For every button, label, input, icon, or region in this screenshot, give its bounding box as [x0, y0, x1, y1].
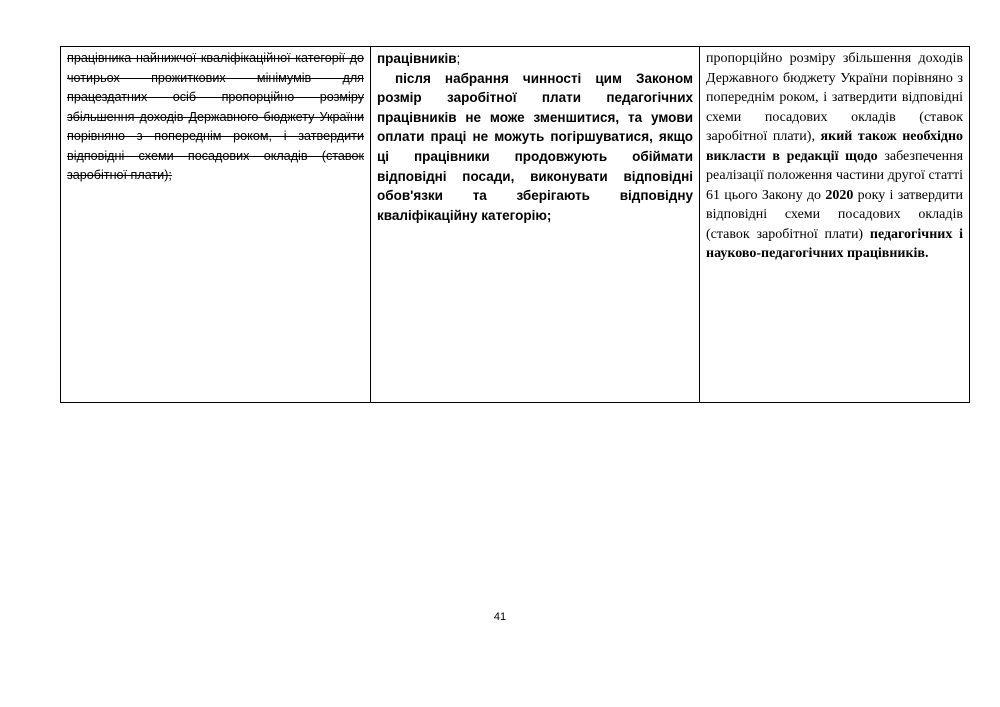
- proposed-line1-bold: працівників: [377, 51, 457, 66]
- comment-bold1: який також необхідно викласти в редакції щодо: [706, 129, 964, 164]
- cell-comment-text: [700, 47, 970, 403]
- proposed-line1-tail: ;: [456, 51, 461, 66]
- table-row: [61, 47, 970, 403]
- comment-part2: забезпечення реалізації положення частини другої статті 61 цього Закону до: [706, 148, 964, 203]
- cell-current-text: [61, 47, 371, 403]
- page-number: 41: [493, 611, 507, 623]
- comment-part1: пропорційно розміру збільшення доходів Державного бюджету України порівняно з попереднім роком, і затвердити відповідні схеми посадових окладів (ставок заробітної плати),: [706, 51, 963, 144]
- proposed-text-block: [377, 49, 693, 225]
- proposed-paragraph-2: після набрання чинності цим Законом розмір заробітної плати педагогічних працівників не може зменшитися, та умови оплати праці не можуть погіршуватися, якщо ці працівники продовжують обіймати відповідні посади, виконувати відповідні обов'язки та зберігають відповідну кваліфікаційну категорію;: [377, 70, 693, 223]
- cell-proposed-text: [371, 47, 700, 403]
- comparison-table: [60, 46, 970, 403]
- struck-out-text: працівника найнижчої кваліфікаційної категорії до чотирьох прожиткових мінімумів для працездатних осіб пропорційно розміру збільшення доходів Державного бюджету України порівняно з попереднім роком, і затвердити відповідні схеми посадових окладів (ставок заробітної плати);: [67, 51, 364, 182]
- comment-part3: року і затвердити відповідні схеми посадових окладів (ставок заробітної плати): [706, 187, 964, 242]
- comment-year: 2020: [825, 187, 854, 203]
- comment-bold2: педагогічних і науково-педагогічних працівників.: [706, 226, 963, 261]
